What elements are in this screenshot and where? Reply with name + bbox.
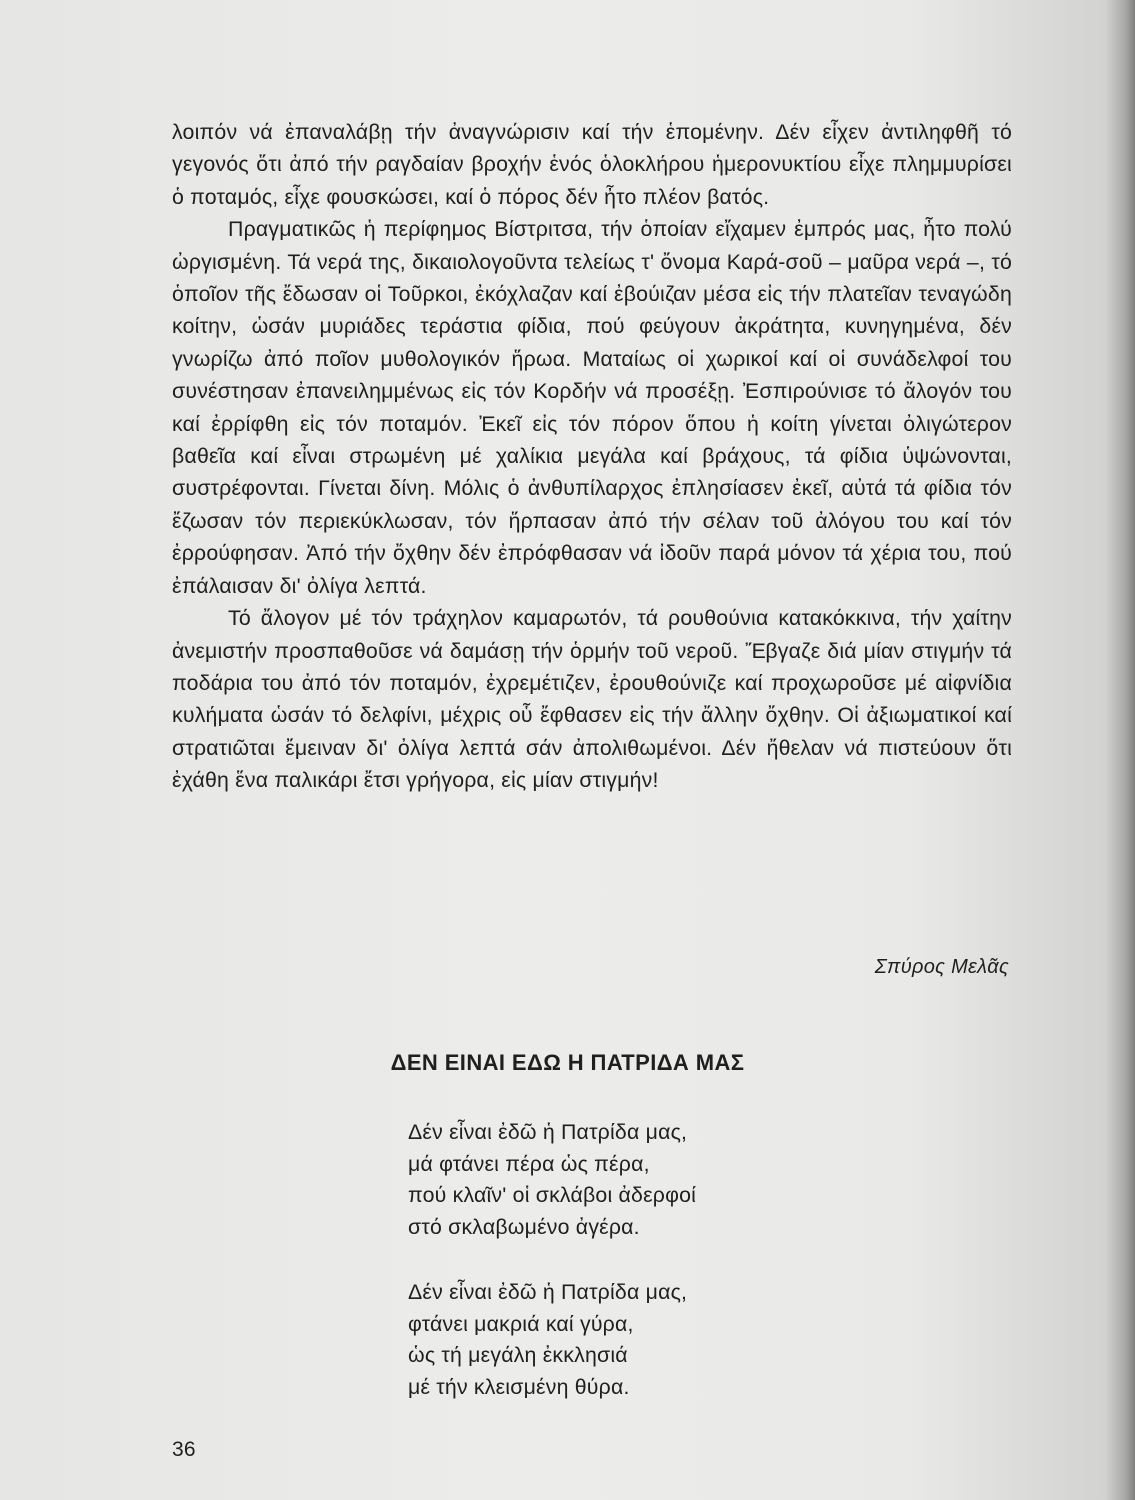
author-signature: Σπύρος Μελᾶς — [874, 956, 1009, 978]
poem-line: στό σκλαβωμένο ἀγέρα. — [408, 1214, 640, 1239]
poem-line: φτάνει μακριά καί γύρα, — [408, 1311, 634, 1336]
poem-line: μά φτάνει πέρα ὡς πέρα, — [408, 1151, 650, 1176]
poem-line: μέ τήν κλεισμένη θύρα. — [408, 1374, 630, 1399]
page-edge-shadow — [1105, 0, 1135, 1500]
poem-line: ὡς τή μεγάλη ἐκκλησιά — [408, 1343, 628, 1367]
prose-section — [172, 116, 1012, 797]
poem-stanza-2 — [408, 1277, 687, 1403]
paragraph-2: Πραγματικῶς ἡ περίφημος Βίστριτσα, τήν ὁποίαν εἴχαμεν ἐμπρός μας, ἦτο πολύ ὠργισμένη. Τά νερά της, δικαιολογοῦντα τελείως τ' ὄνομα Καρά-σοῦ – μαῦρα νερά –, τό ὁποῖον τῆς ἔδωσαν οἱ Τοῦρκοι, ἐκόχλαζαν καί ἐβούιζαν μέσα εἰς τήν πλατεῖαν τεναγώδη κοίτην, ὡσάν μυριάδες τεράστια φίδια, πού φεύγουν ἀκράτητα, κυνηγημένα, δέν γνωρίζω ἀπό ποῖον μυθολογικόν ἥρωα. Ματαίως οἱ χωρικοί καί οἱ συνάδελφοί του συνέστησαν ἐπανειλημμένως εἰς τόν Κορδήν νά προσέξῃ. Ἐσπιρούνισε τό ἄλογόν του καί ἐρρίφθη εἰς τόν ποταμόν. Ἐκεῖ εἰς τόν πόρον ὅπου ἡ κοίτη γίνεται ὀλιγώτερον βαθεῖα καί εἶναι στρωμένη μέ χαλίκια μεγάλα καί βράχους, τά φίδια ὑψώνονται, συστρέφονται. Γίνεται δίνη. Μόλις ὁ ἀνθυπίλαρχος ἐπλησίασεν ἐκεῖ, αὐτά τά φίδια τόν ἔζωσαν τόν περιεκύκλωσαν, τόν ἥρπασαν ἀπό τήν σέλαν τοῦ ἀλόγου του καί τόν ἐρρούφησαν. Ἀπό τήν ὄχθην δέν ἐπρόφθασαν νά ἰδοῦν παρά μόνον τά χέρια του, πού ἐπάλαισαν δι' ὀλίγα λεπτά. — [172, 217, 1012, 598]
poem-stanza-1 — [408, 1117, 696, 1243]
poem-title: ΔΕΝ ΕΙΝΑΙ ΕΔΩ Η ΠΑΤΡΙΔΑ ΜΑΣ — [390, 1050, 745, 1075]
poem-line: Δέν εἶναι ἐδῶ ἡ Πατρίδα μας, — [408, 1280, 688, 1304]
poem-line: Δέν εἶναι ἐδῶ ἡ Πατρίδα μας, — [408, 1120, 688, 1144]
paragraph-1: λοιπόν νά ἐπαναλάβῃ τήν ἀναγνώρισιν καί τήν ἑπομένην. Δέν εἶχεν ἀντιληφθῆ τό γεγονός ὅτι ἀπό τήν ραγδαίαν βροχήν ἑνός ὁλοκλήρου ἡμερονυκτίου εἶχε πλημμυρίσει ὁ ποταμός, εἶχε φουσκώσει, καί ὁ πόρος δέν ἦτο πλέον βατός. — [172, 120, 1012, 209]
paragraph-3: Τό ἄλογον μέ τόν τράχηλον καμαρωτόν, τά ρουθούνια κατακόκκινα, τήν χαίτην ἀνεμιστήν προσπαθοῦσε νά δαμάσῃ τήν ὁρμήν τοῦ νεροῦ. Ἔβγαζε διά μίαν στιγμήν τά ποδάρια του ἀπό τόν ποταμόν, ἐχρεμέτιζεν, ἐρουθούνιζε καί προχωροῦσε μέ αἰφνίδια κυλήματα ὡσάν τό δελφίνι, μέχρις οὗ ἔφθασεν εἰς τήν ἄλλην ὄχθην. Οἱ ἀξιωματικοί καί στρατιῶται ἔμειναν δι' ὀλίγα λεπτά σάν ἀπολιθωμένοι. Δέν ἤθελαν νά πιστεύουν ὅτι ἐχάθη ἕνα παλικάρι ἔτσι γρήγορα, εἰς μίαν στιγμήν! — [172, 606, 1012, 793]
page-number: 36 — [172, 1438, 196, 1461]
poem-line: πού κλαῖν' οἱ σκλάβοι ἀδερφοί — [408, 1183, 697, 1207]
